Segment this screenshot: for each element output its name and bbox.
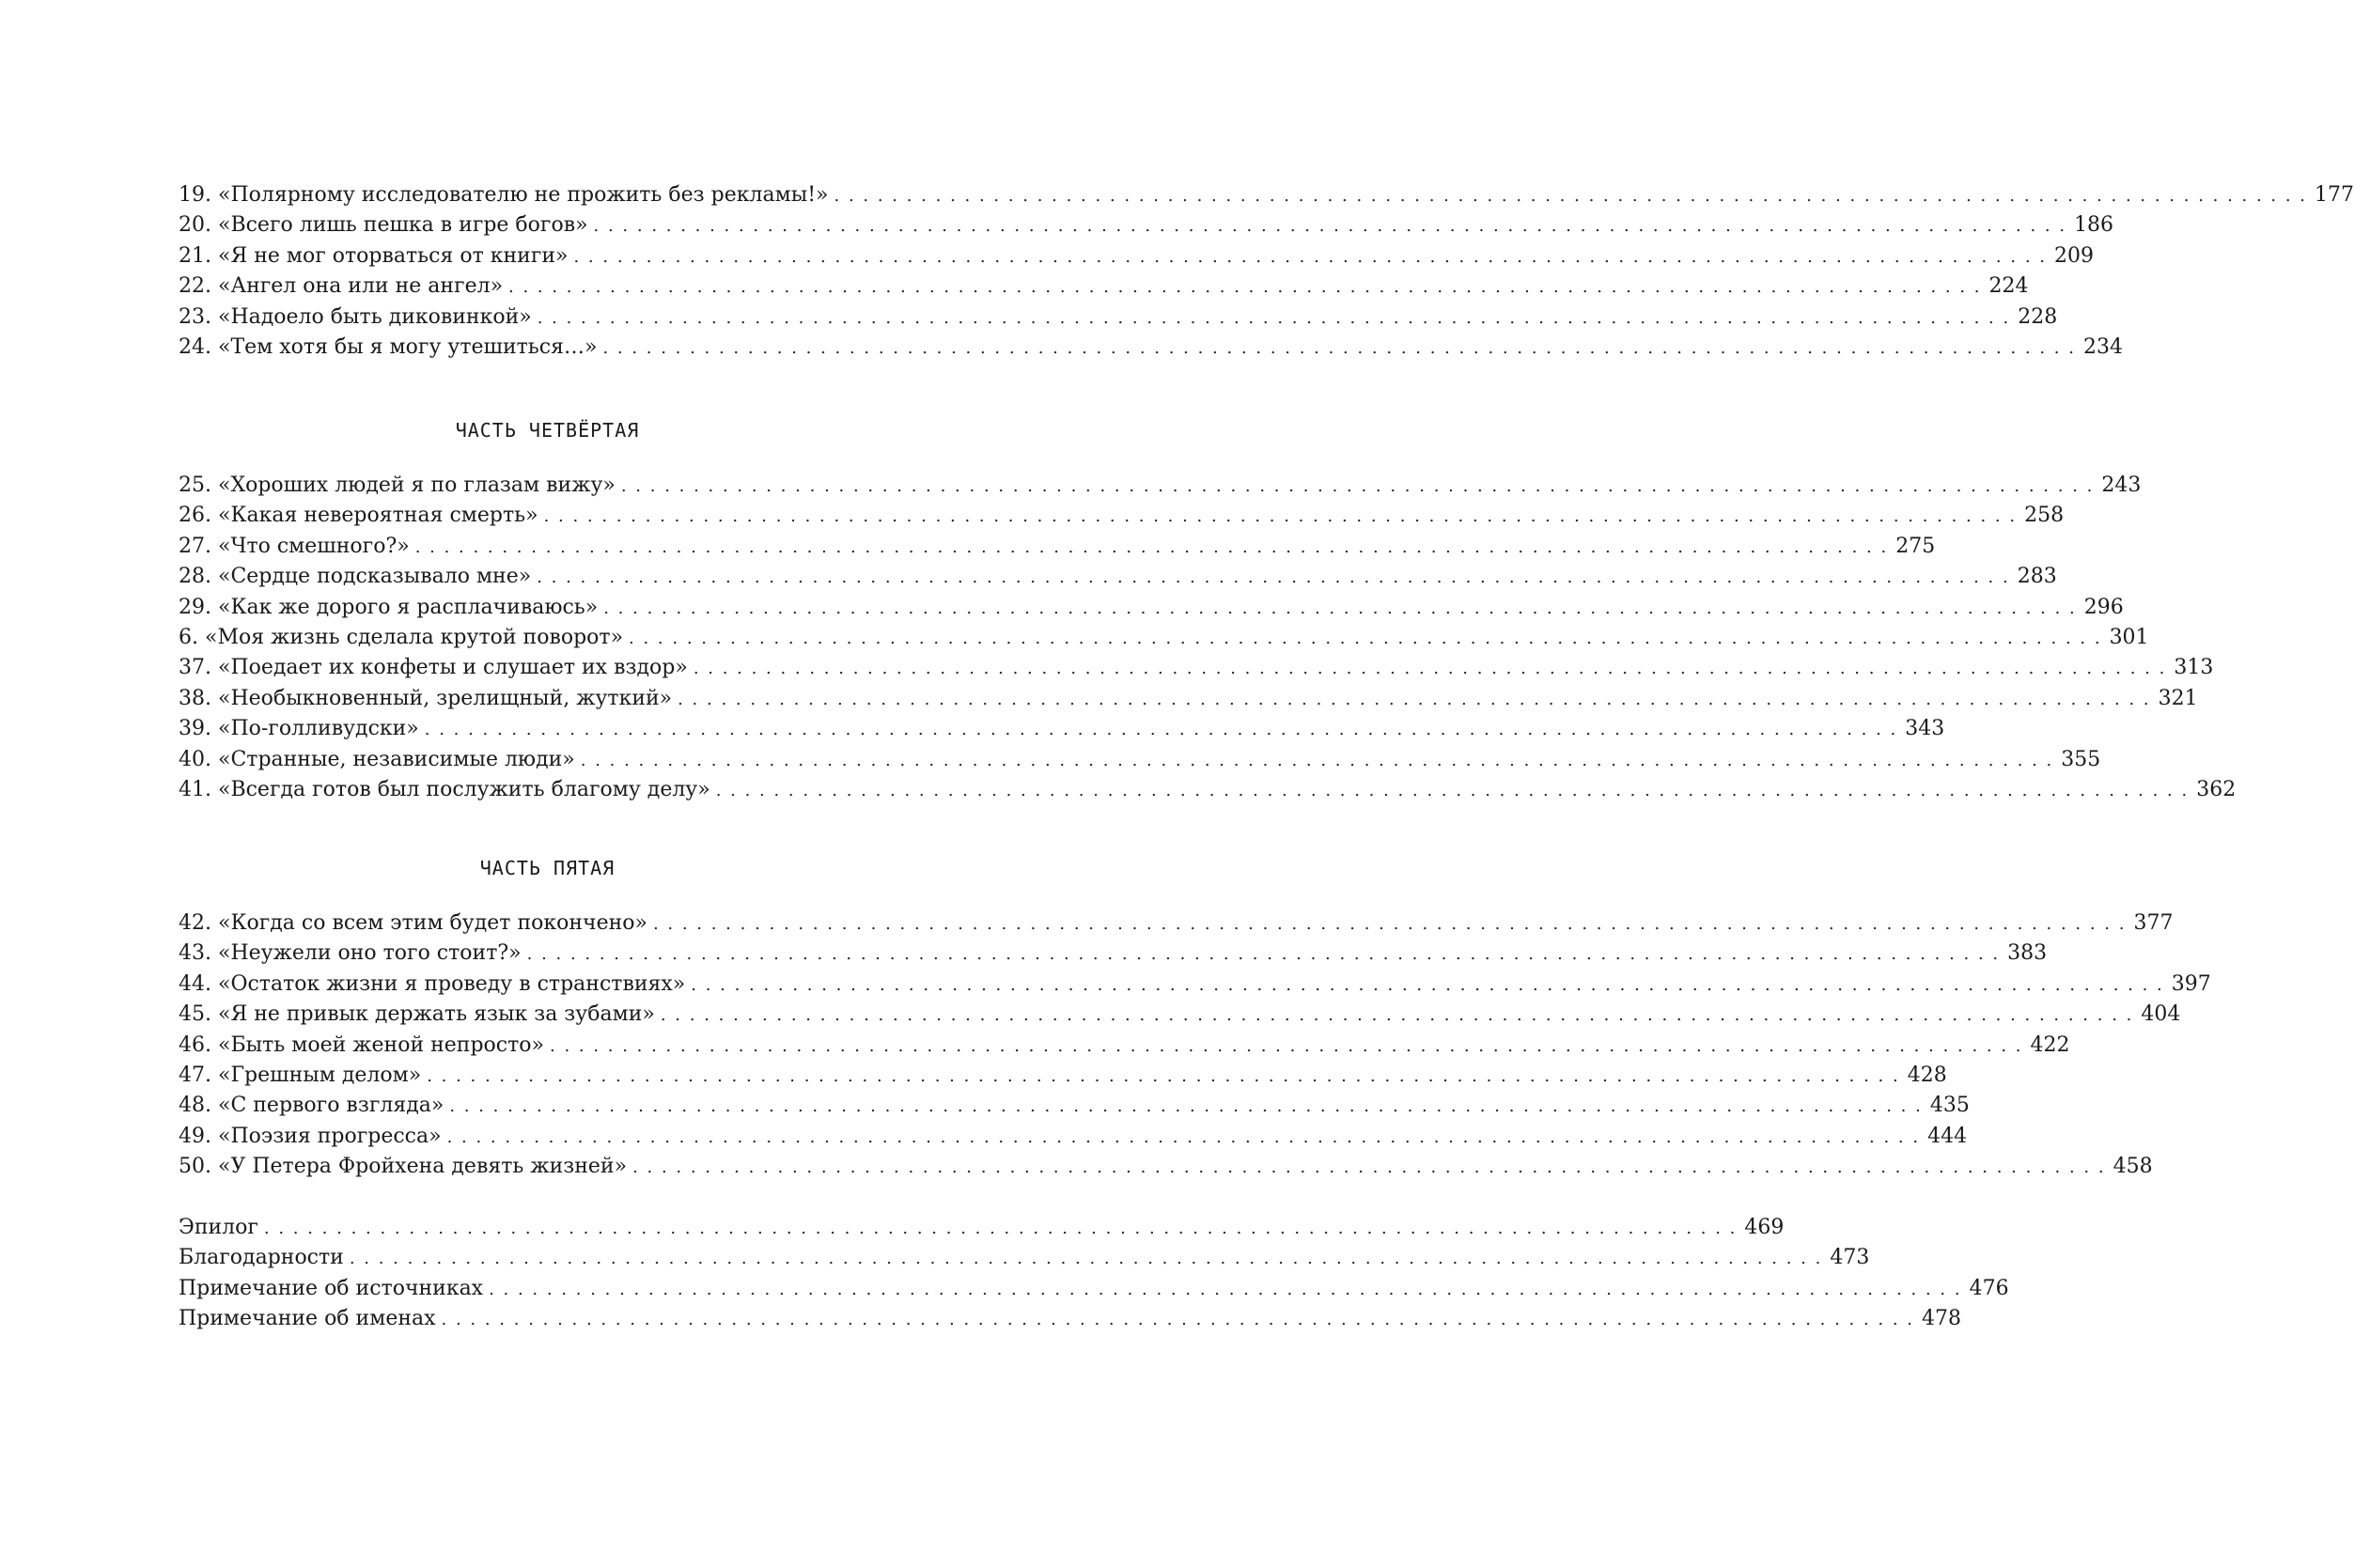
toc-entry-title: 44. «Остаток жизни я проведу в странствиях» — [179, 971, 686, 996]
toc-dot-leader — [508, 272, 1982, 303]
toc-dot-leader — [447, 1123, 1921, 1153]
toc-entry-page-number: 234 — [2082, 334, 2123, 359]
toc-entry — [179, 684, 2198, 714]
toc-entry-title: 21. «Я не мог оторваться от книги» — [179, 243, 569, 268]
toc-entry — [179, 241, 2094, 272]
toc-entry-page-number: 177 — [2315, 183, 2354, 207]
toc-entry-page-number: 355 — [2061, 747, 2101, 771]
toc-dot-leader — [442, 1305, 1915, 1335]
toc-entry — [179, 1152, 2153, 1182]
toc-entry-title: Эпилог — [179, 1216, 258, 1239]
toc-entry-title: 50. «У Петера Фройхена девять жизней» — [179, 1155, 628, 1179]
toc-entry-title: 41. «Всегда готов был послужить благому делу» — [179, 777, 710, 801]
toc-entry-title: 46. «Быть моей женой непросто» — [179, 1032, 544, 1057]
toc-entry — [179, 1304, 1962, 1334]
toc-entry-page-number: 283 — [2017, 565, 2057, 589]
toc-entry — [179, 532, 1936, 562]
toc-entry — [179, 623, 2149, 653]
part-four-heading: ЧАСТЬ ЧЕТВЁРТАЯ — [455, 419, 640, 442]
toc-entry-page-number: 313 — [2174, 656, 2214, 680]
toc-entry-title: 38. «Необыкновенный, зрелищный, жуткий» — [179, 686, 673, 710]
toc-entry-title: Примечание об источниках — [179, 1276, 484, 1300]
toc-entry-title: 26. «Какая невероятная смерть» — [179, 504, 538, 528]
toc-entry-title: 23. «Надоело быть диковинкой» — [179, 304, 532, 329]
toc-entry — [179, 562, 2057, 592]
toc-dot-leader — [573, 242, 2047, 272]
toc-entry-page-number: 435 — [1929, 1094, 1970, 1118]
toc-entry-page-number: 362 — [2196, 777, 2237, 801]
toc-entry — [179, 970, 2211, 1000]
toc-entry-page-number: 444 — [1927, 1124, 1968, 1148]
toc-entry — [179, 1031, 2070, 1061]
toc-dot-leader — [550, 1032, 2023, 1062]
toc-entry-page-number: 469 — [1744, 1216, 1785, 1239]
toc-entry-page-number: 473 — [1830, 1246, 1870, 1270]
toc-dot-leader — [449, 1092, 1923, 1122]
toc-part-three-continued — [179, 180, 2354, 363]
toc-dot-leader — [602, 334, 2076, 364]
toc-dot-leader — [581, 746, 2054, 776]
toc-entry — [179, 939, 2048, 969]
toc-dot-leader — [425, 715, 1898, 745]
toc-dot-leader — [350, 1244, 1823, 1274]
toc-dot-leader — [415, 533, 1889, 563]
toc-entry-title: Благодарности — [179, 1246, 344, 1270]
toc-entry — [179, 303, 2058, 333]
toc-entry-title: 39. «По-голливудски» — [179, 717, 419, 741]
toc-dot-leader — [544, 502, 2018, 532]
toc-dot-leader — [678, 685, 2151, 715]
toc-entry-page-number: 404 — [2141, 1002, 2181, 1027]
toc-entry-page-number: 428 — [1907, 1063, 1947, 1087]
toc-entry-page-number: 458 — [2112, 1155, 2153, 1179]
toc-entry-title: 42. «Когда со всем этим будет покончено» — [179, 911, 647, 935]
toc-dot-leader — [537, 563, 2010, 593]
toc-dot-leader — [653, 909, 2127, 939]
toc-entry-page-number: 228 — [2018, 304, 2058, 329]
toc-entry — [179, 593, 2124, 623]
toc-entry — [179, 471, 2142, 501]
toc-entry — [179, 333, 2123, 363]
toc-entry — [179, 775, 2237, 805]
toc-entry — [179, 1091, 1970, 1121]
toc-entry-title: 47. «Грешным делом» — [179, 1063, 422, 1087]
toc-dot-leader — [716, 776, 2190, 806]
toc-entry — [179, 1274, 2009, 1304]
toc-entry — [179, 272, 2029, 302]
toc-entry-title: 22. «Ангел она или не ангел» — [179, 274, 504, 299]
toc-entry-title: 20. «Всего лишь пешка в игре богов» — [179, 213, 588, 238]
toc-dot-leader — [691, 970, 2164, 1001]
toc-entry-page-number: 478 — [1922, 1307, 1962, 1331]
toc-entry — [179, 1243, 1870, 1273]
toc-part-five — [179, 908, 2211, 1183]
toc-dot-leader — [661, 1001, 2134, 1031]
toc-dot-leader — [489, 1275, 1962, 1305]
toc-entry-page-number: 243 — [2101, 474, 2142, 497]
toc-entry-title: 45. «Я не привык держать язык за зубами» — [179, 1002, 655, 1027]
toc-entry-page-number: 296 — [2083, 595, 2124, 619]
toc-entry-title: 48. «С первого взгляда» — [179, 1094, 444, 1118]
toc-entry-page-number: 343 — [1905, 717, 1945, 741]
toc-entry-title: 37. «Поедает их конфеты и слушает их вздор» — [179, 656, 688, 680]
toc-entry-title: 24. «Тем хотя бы я могу утешиться…» — [179, 334, 598, 359]
toc-entry-title: 43. «Неужели оно того стоит?» — [179, 941, 522, 966]
toc-entry-title: 40. «Странные, независимые люди» — [179, 747, 575, 771]
toc-entry-page-number: 321 — [2158, 686, 2198, 710]
toc-entry-page-number: 476 — [1969, 1276, 2009, 1300]
toc-dot-leader — [629, 624, 2102, 654]
toc-entry — [179, 714, 1945, 744]
toc-entry-title: 6. «Моя жизнь сделала крутой поворот» — [179, 625, 624, 649]
toc-entry — [179, 1213, 1785, 1243]
toc-entry-title: 19. «Полярному исследователю не прожить без рекламы!» — [179, 183, 829, 207]
toc-entry-title: 29. «Как же дорого я расплачиваюсь» — [179, 595, 599, 619]
toc-entry-page-number: 377 — [2133, 911, 2174, 935]
toc-entry — [179, 1061, 1947, 1091]
part-five-heading: ЧАСТЬ ПЯТАЯ — [479, 857, 616, 879]
toc-entry-page-number: 224 — [1988, 274, 2029, 299]
toc-dot-leader — [427, 1062, 1900, 1092]
toc-entry-page-number: 275 — [1895, 534, 1936, 558]
toc-entry — [179, 1122, 1968, 1152]
toc-dot-leader — [538, 303, 2011, 334]
toc-dot-leader — [632, 1153, 2106, 1183]
toc-entry-page-number: 186 — [2074, 213, 2114, 238]
toc-dot-leader — [264, 1214, 1738, 1244]
toc-entry — [179, 501, 2065, 531]
toc-dot-leader — [603, 594, 2077, 624]
toc-entry — [179, 653, 2214, 683]
toc-dot-leader — [527, 939, 2001, 970]
toc-entry-page-number: 383 — [2007, 941, 2048, 966]
toc-entry-page-number: 397 — [2171, 971, 2211, 996]
toc-entry — [179, 745, 2101, 775]
toc-entry-title: 27. «Что смешного?» — [179, 534, 410, 558]
toc-entry — [179, 210, 2114, 241]
toc-back-matter — [179, 1213, 2009, 1335]
toc-entry — [179, 180, 2354, 210]
toc-dot-leader — [694, 654, 2167, 684]
toc-entry-page-number: 258 — [2024, 504, 2065, 528]
toc-part-four — [179, 471, 2237, 805]
toc-dot-leader — [621, 472, 2095, 502]
toc-entry-page-number: 422 — [2030, 1032, 2070, 1057]
toc-dot-leader — [834, 181, 2308, 211]
toc-entry-page-number: 301 — [2109, 625, 2149, 649]
toc-entry-title: 28. «Сердце подсказывало мне» — [179, 565, 532, 589]
toc-entry-page-number: 209 — [2054, 243, 2094, 268]
toc-dot-leader — [594, 211, 2067, 241]
toc-entry-title: 25. «Хороших людей я по глазам вижу» — [179, 474, 616, 497]
toc-entry-title: Примечание об именах — [179, 1307, 436, 1331]
toc-entry-title: 49. «Поэзия прогресса» — [179, 1124, 442, 1148]
toc-entry — [179, 908, 2174, 939]
toc-entry — [179, 1000, 2181, 1030]
